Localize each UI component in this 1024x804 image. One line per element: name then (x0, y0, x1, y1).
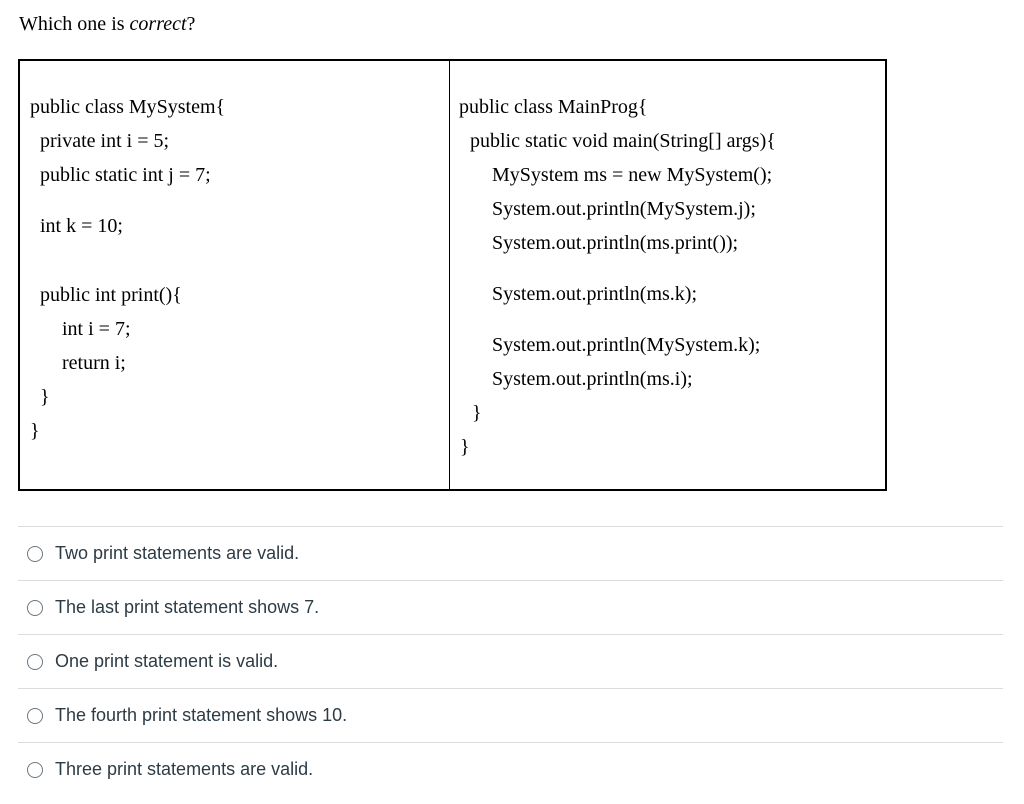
code-line-right: System.out.println(ms.i); (492, 368, 693, 390)
answer-label: One print statement is valid. (55, 651, 279, 671)
answer-option[interactable] (18, 742, 1003, 796)
question-text (19, 13, 195, 36)
code-line-right: public class MainProg{ (459, 96, 648, 118)
answer-list (18, 526, 1003, 796)
code-line-left: int k = 10; (40, 215, 123, 237)
code-line-left: private int i = 5; (40, 130, 170, 152)
code-table (18, 59, 887, 491)
code-line-left: public static int j = 7; (40, 164, 211, 186)
code-line-right: } (472, 402, 482, 424)
code-line-right: System.out.println(MySystem.j); (492, 198, 756, 220)
radio-button[interactable] (27, 600, 43, 616)
code-line-right: MySystem ms = new MySystem(); (492, 164, 773, 186)
radio-button[interactable] (27, 546, 43, 562)
radio-button[interactable] (27, 654, 43, 670)
answer-option[interactable] (18, 634, 1003, 688)
answer-label: Three print statements are valid. (55, 759, 314, 779)
answer-label: Two print statements are valid. (55, 543, 300, 563)
question-suffix: ? (186, 13, 196, 35)
code-line-left: } (30, 420, 40, 442)
code-line-left: public class MySystem{ (30, 96, 226, 118)
code-column-divider (449, 61, 450, 489)
code-line-right: System.out.println(ms.k); (492, 283, 697, 305)
code-line-right: System.out.println(ms.print()); (492, 232, 739, 254)
answer-option[interactable] (18, 580, 1003, 634)
code-line-right: } (460, 436, 470, 458)
answer-label: The last print statement shows 7. (55, 597, 320, 617)
answer-option[interactable] (18, 688, 1003, 742)
code-line-left: return i; (62, 352, 126, 374)
code-line-left: public int print(){ (40, 284, 182, 306)
radio-button[interactable] (27, 762, 43, 778)
question-prefix: Which one is (19, 13, 130, 35)
answer-option[interactable] (18, 526, 1003, 580)
answer-label: The fourth print statement shows 10. (55, 705, 348, 725)
code-line-left: int i = 7; (62, 318, 131, 340)
question-emphasis: correct (129, 13, 187, 35)
code-line-left: } (40, 386, 50, 408)
code-line-right: System.out.println(MySystem.k); (492, 334, 761, 356)
code-line-right: public static void main(String[] args){ (470, 130, 776, 152)
radio-button[interactable] (27, 708, 43, 724)
